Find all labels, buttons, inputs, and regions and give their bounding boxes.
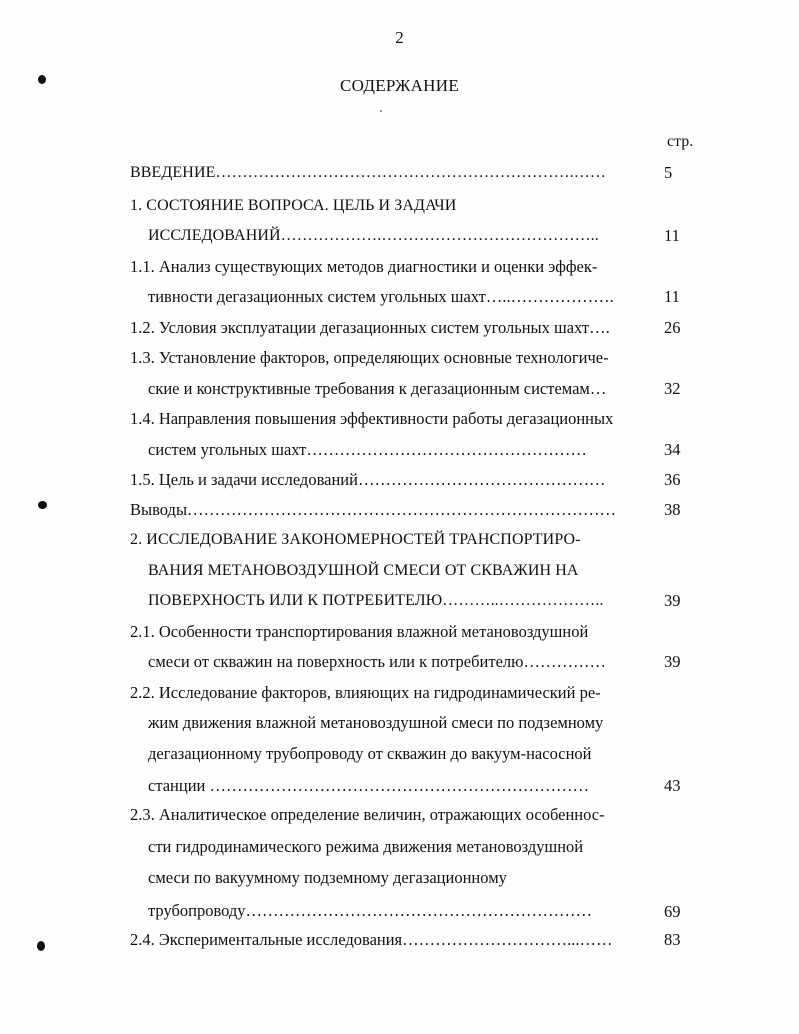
toc-entry-line: 1.3. Установление факторов, определяющих основные технологиче-	[130, 348, 609, 367]
toc-entry-line: Выводы……………………………………………………………………	[130, 500, 617, 519]
toc-entry-page: 39	[664, 652, 681, 671]
toc-entry-line: смеси от скважин на поверхность или к потребителю……………	[148, 652, 606, 671]
toc-entry-line: 1.4. Направления повышения эффективности работы дегазационных	[130, 409, 614, 428]
toc-entry-page: 11	[664, 287, 680, 306]
toc-entry-line: ские и конструктивные требования к дегазационным системам…	[148, 379, 607, 398]
toc-entry-line: 1.2. Условия эксплуатации дегазационных систем угольных шахт….	[130, 318, 610, 337]
toc-entry-line: ВАНИЯ МЕТАНОВОЗДУШНОЙ СМЕСИ ОТ СКВАЖИН НА	[148, 562, 579, 579]
toc-entry-page: 26	[664, 318, 681, 337]
toc-entry-line: 1.5. Цель и задачи исследований………………………………………	[130, 470, 606, 489]
toc-entry-line: 1.1. Анализ существующих методов диагностики и оценки эффек-	[130, 257, 598, 276]
toc-entry-page: 43	[664, 776, 681, 795]
toc-entry-line: станции ……………………………………………………………	[148, 776, 590, 795]
page-column-header: стр.	[667, 133, 694, 150]
toc-entry-page: 69	[664, 902, 681, 921]
toc-entry-page: 5	[664, 163, 673, 182]
toc-entry-line: 2.1. Особенности транспортирования влажной метановоздушной	[130, 622, 589, 641]
toc-entry-line: ИССЛЕДОВАНИЙ……………….…………………………………..	[148, 227, 599, 244]
toc-entry-line: 2.3. Аналитическое определение величин, отражающих особеннос-	[130, 805, 605, 824]
scan-speck	[37, 941, 45, 951]
scan-speck	[38, 75, 46, 84]
toc-entry-page: 34	[664, 440, 681, 459]
page-title: СОДЕРЖАНИЕ	[339, 76, 460, 95]
toc-entry-line: дегазационному трубопроводу от скважин до вакуум-насосной	[148, 744, 592, 763]
toc-entry-line: трубопроводу………………………………………………………	[148, 901, 593, 920]
toc-entry-page: 83	[664, 930, 681, 949]
toc-entry-page: 39	[664, 591, 681, 610]
toc-entry-page: 38	[664, 500, 681, 519]
toc-entry-line: 2. ИССЛЕДОВАНИЕ ЗАКОНОМЕРНОСТЕЙ ТРАНСПОРТИРО-	[130, 531, 581, 548]
scan-speck	[380, 110, 382, 112]
scan-speck	[38, 501, 47, 509]
toc-entry-line: 2.4. Экспериментальные исследования…………………………...……	[130, 930, 613, 949]
page-number: 2	[395, 28, 404, 47]
toc-entry-line: сти гидродинамического режима движения метановоздушной	[148, 837, 584, 856]
toc-entry-line: жим движения влажной метановоздушной смеси по подземному	[148, 713, 604, 732]
toc-entry-line: тивности дегазационных систем угольных шахт…..……………….	[148, 287, 614, 306]
toc-entry-page: 11	[664, 226, 680, 245]
toc-entry-line: 2.2. Исследование факторов, влияющих на гидродинамический ре-	[130, 683, 601, 702]
toc-entry-line: ПОВЕРХНОСТЬ ИЛИ К ПОТРЕБИТЕЛЮ………..………………..	[148, 592, 604, 609]
toc-entry-page: 36	[664, 470, 681, 489]
toc-entry-line: смеси по вакуумному подземному дегазационному	[148, 868, 507, 887]
toc-entry-line: ВВЕДЕНИЕ………………………………………………………….……	[130, 164, 606, 181]
toc-entry-line: 1. СОСТОЯНИЕ ВОПРОСА. ЦЕЛЬ И ЗАДАЧИ	[130, 197, 457, 214]
toc-entry-line: систем угольных шахт……………………………………………	[148, 440, 587, 459]
toc-entry-page: 32	[664, 379, 681, 398]
